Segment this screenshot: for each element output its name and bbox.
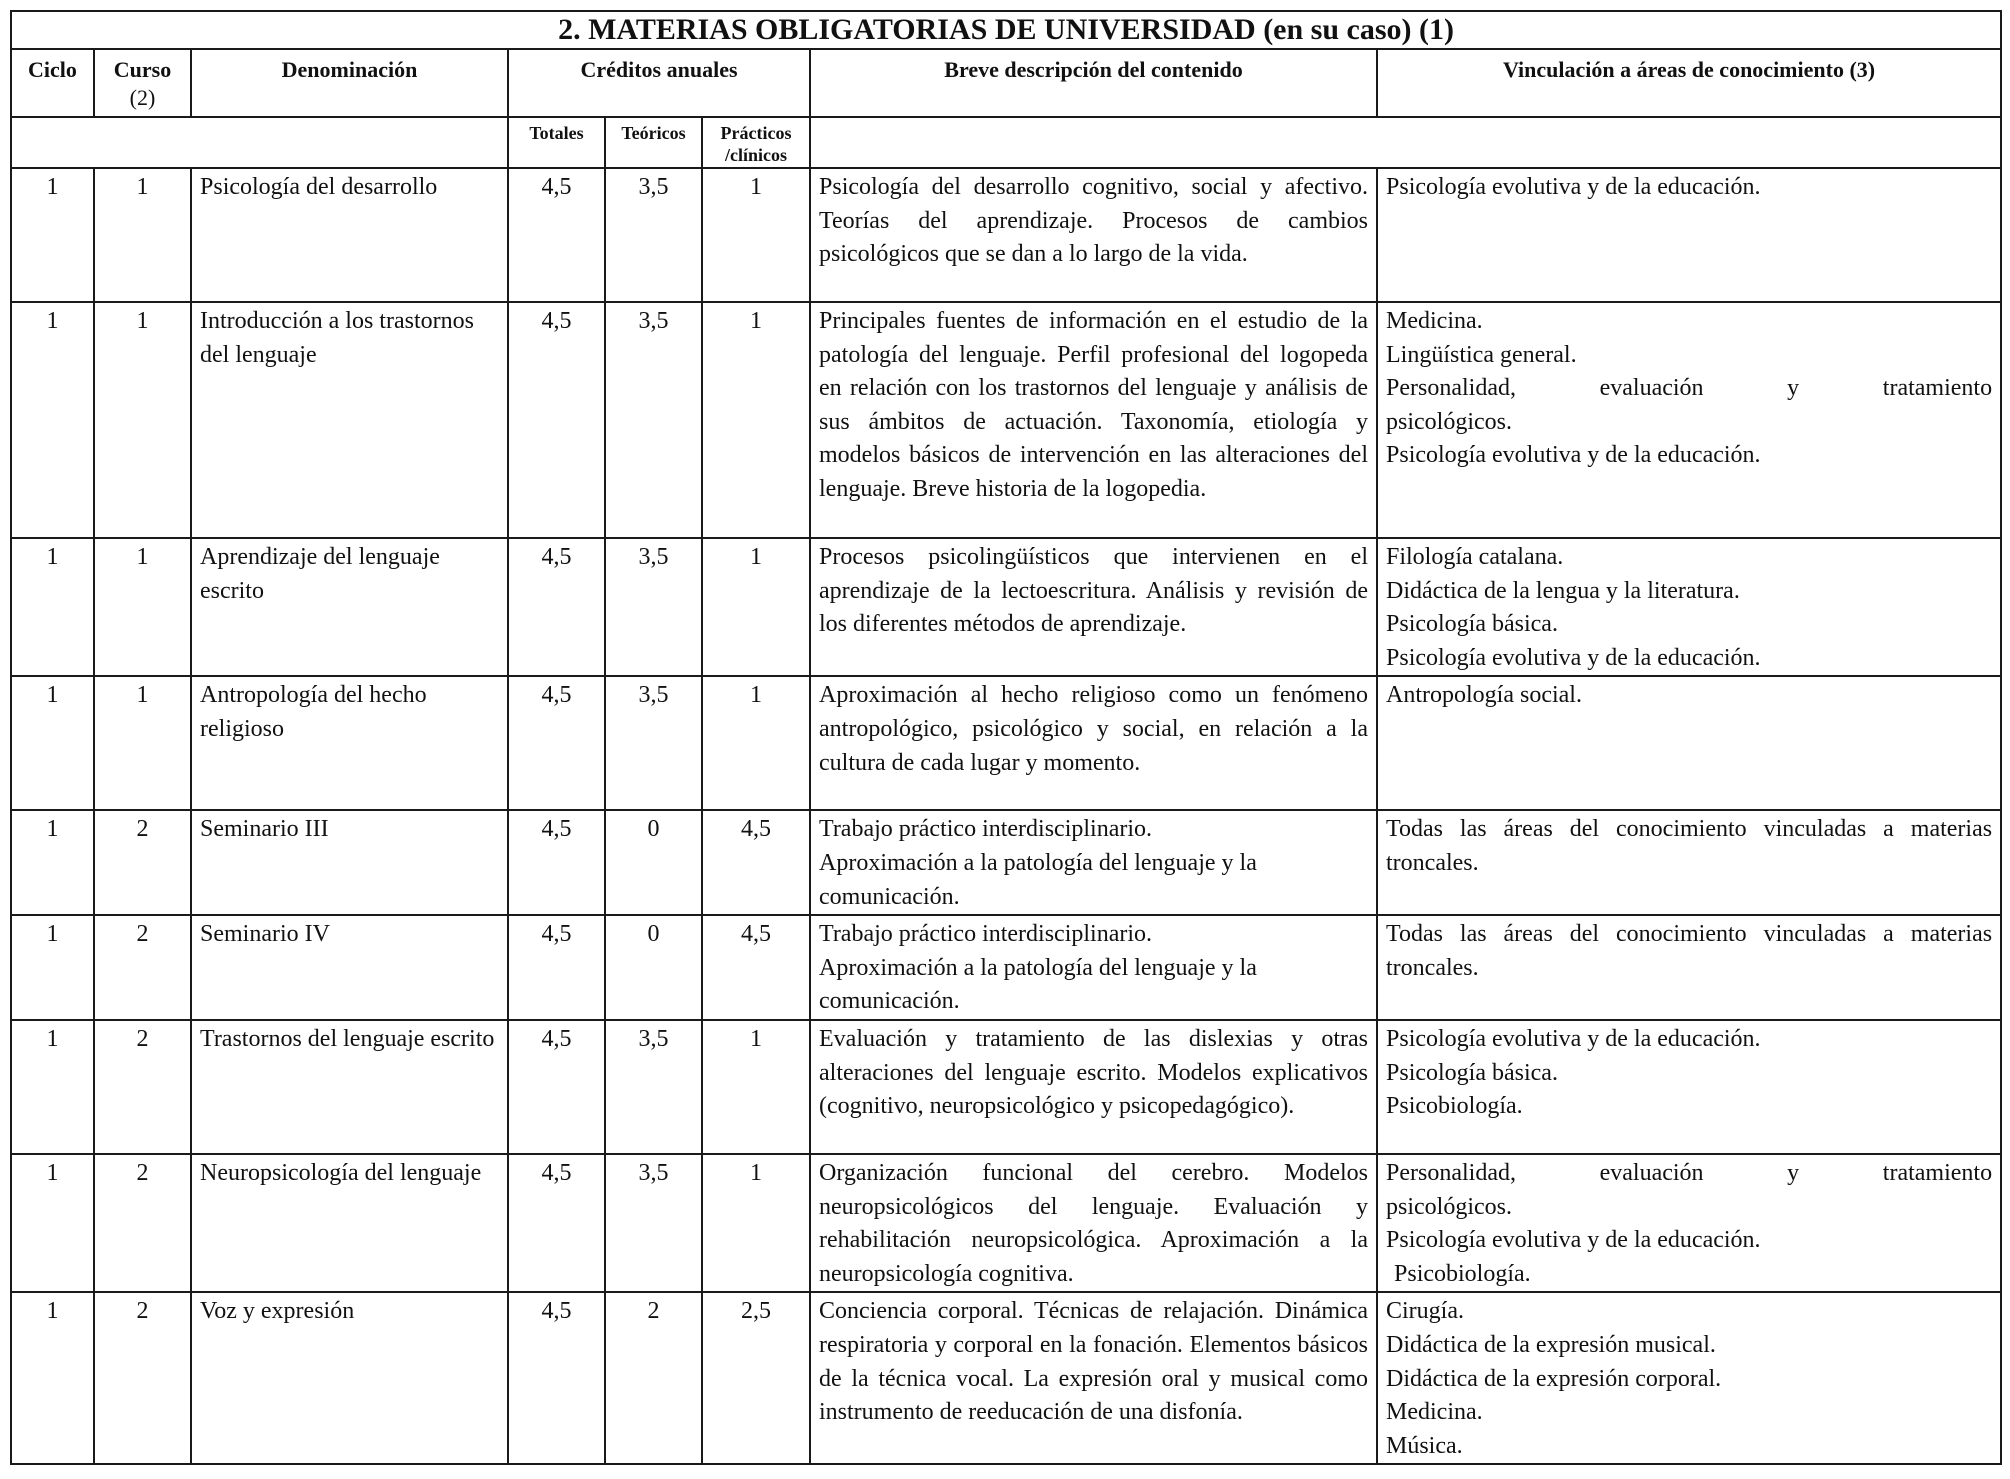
area-line: Psicología evolutiva y de la educación. — [1386, 1227, 1761, 1254]
cell-descripcion — [810, 810, 1377, 915]
cell-totales: 4,5 — [508, 1020, 605, 1154]
cell-curso: 2 — [94, 915, 191, 1020]
cell-curso: 2 — [94, 810, 191, 915]
area-line: Antropología social. — [1386, 682, 1582, 709]
cell-practicos: 1 — [702, 302, 810, 538]
area-line: Medicina. — [1386, 308, 1483, 334]
area-line: Personalidad, evaluación y tratamiento — [1386, 1159, 1993, 1186]
cell-areas — [1377, 1292, 2001, 1464]
cell-denominacion: Aprendizaje del lenguaje escrito — [191, 538, 508, 676]
area-line: Psicobiología. — [1386, 1093, 1523, 1120]
document-page — [10, 10, 2000, 1465]
cell-practicos: 1 — [702, 1154, 810, 1292]
cell-ciclo: 1 — [11, 1292, 94, 1464]
subheader-blank — [11, 117, 508, 168]
area-line: Lingüística general. — [1386, 341, 1577, 368]
cell-descripcion: Evaluación y tratamiento de las dislexias y otras alteraciones del lenguaje escrito. Modelos explicativos (cognitivo, neuropsicológico y psicopedagógico). — [810, 1020, 1377, 1154]
cell-totales: 4,5 — [508, 810, 605, 915]
cell-teoricos: 3,5 — [605, 302, 702, 538]
table-row — [11, 676, 2001, 810]
subheader-practicos — [702, 117, 810, 168]
area-line: Psicología básica. — [1386, 611, 1558, 638]
description-line: Aproximación a la patología del lenguaje y la comunicación. — [819, 954, 1257, 1015]
cell-totales: 4,5 — [508, 915, 605, 1020]
cell-denominacion: Seminario IV — [191, 915, 508, 1020]
cell-curso: 1 — [94, 168, 191, 302]
cell-practicos: 2,5 — [702, 1292, 810, 1464]
subheader-blank-right — [810, 117, 2001, 168]
cell-descripcion — [810, 915, 1377, 1020]
cell-curso: 1 — [94, 538, 191, 676]
area-line: Psicología evolutiva y de la educación. — [1386, 644, 1761, 671]
subheader-practicos-line2: /clínicos — [725, 145, 787, 165]
table-row — [11, 810, 2001, 915]
header-curso — [94, 49, 191, 117]
table-row — [11, 168, 2001, 302]
cell-denominacion: Voz y expresión — [191, 1292, 508, 1464]
header-denominacion: Denominación — [191, 49, 508, 117]
description-line: Aproximación a la patología del lenguaje y la comunicación. — [819, 849, 1257, 910]
cell-denominacion: Trastornos del lenguaje escrito — [191, 1020, 508, 1154]
area-line: Psicología evolutiva y de la educación. — [1386, 174, 1761, 200]
area-line: Psicología básica. — [1386, 1059, 1558, 1086]
cell-denominacion: Introducción a los trastornos del lenguaje — [191, 302, 508, 538]
cell-totales: 4,5 — [508, 1154, 605, 1292]
subheader-row — [11, 117, 2001, 168]
cell-teoricos: 3,5 — [605, 168, 702, 302]
description-line: Trabajo práctico interdisciplinario. — [819, 816, 1153, 843]
cell-curso: 2 — [94, 1020, 191, 1154]
cell-practicos: 1 — [702, 538, 810, 676]
cell-descripcion: Principales fuentes de información en el estudio de la patología del lenguaje. Perfil profesional del logopeda en relación con los trastornos del lenguaje y análisis de sus ámbitos de actuación. Taxonomía, etiología y modelos básicos de intervención en las alteraciones del lenguaje. Breve historia de la logopedia. — [810, 302, 1377, 538]
cell-areas — [1377, 302, 2001, 538]
cell-totales: 4,5 — [508, 302, 605, 538]
cell-curso: 1 — [94, 302, 191, 538]
area-line: Psicología evolutiva y de la educación. — [1386, 442, 1761, 469]
area-line: Filología catalana. — [1386, 544, 1564, 570]
cell-areas — [1377, 676, 2001, 810]
table-row — [11, 538, 2001, 676]
cell-areas: Todas las áreas del conocimiento vinculadas a materias troncales. — [1377, 810, 2001, 915]
cell-totales: 4,5 — [508, 538, 605, 676]
cell-denominacion: Antropología del hecho religioso — [191, 676, 508, 810]
cell-totales: 4,5 — [508, 1292, 605, 1464]
area-line: Didáctica de la expresión corporal. — [1386, 1365, 1722, 1392]
area-line: Música. — [1386, 1432, 1463, 1459]
subheader-practicos-line1: Prácticos — [720, 123, 792, 143]
cell-practicos: 1 — [702, 168, 810, 302]
cell-teoricos: 3,5 — [605, 1020, 702, 1154]
cell-curso: 2 — [94, 1154, 191, 1292]
header-row — [11, 49, 2001, 117]
table-row — [11, 1292, 2001, 1464]
cell-curso: 2 — [94, 1292, 191, 1464]
materias-table — [10, 10, 2002, 1465]
table-title: 2. MATERIAS OBLIGATORIAS DE UNIVERSIDAD (en su caso) (1) — [11, 11, 2001, 49]
header-curso-note: (2) — [129, 85, 156, 110]
cell-ciclo: 1 — [11, 302, 94, 538]
cell-curso: 1 — [94, 676, 191, 810]
cell-descripcion: Organización funcional del cerebro. Modelos neuropsicológicos del lenguaje. Evaluación y rehabilitación neuropsicológica. Aproximación a la neuropsicología cognitiva. — [810, 1154, 1377, 1292]
header-descripcion: Breve descripción del contenido — [810, 49, 1377, 117]
subheader-teoricos: Teóricos — [605, 117, 702, 168]
cell-descripcion: Procesos psicolingüísticos que intervienen en el aprendizaje de la lectoescritura. Análisis y revisión de los diferentes métodos de aprendizaje. — [810, 538, 1377, 676]
subheader-totales: Totales — [508, 117, 605, 168]
cell-ciclo: 1 — [11, 1154, 94, 1292]
header-creditos: Créditos anuales — [508, 49, 810, 117]
cell-practicos: 1 — [702, 676, 810, 810]
cell-practicos: 1 — [702, 1020, 810, 1154]
cell-ciclo: 1 — [11, 676, 94, 810]
cell-areas — [1377, 168, 2001, 302]
area-line: Psicobiología. — [1394, 1260, 1531, 1287]
cell-ciclo: 1 — [11, 538, 94, 676]
cell-teoricos: 3,5 — [605, 1154, 702, 1292]
cell-areas: Todas las áreas del conocimiento vinculadas a materias troncales. — [1377, 915, 2001, 1020]
description-line: Trabajo práctico interdisciplinario. — [819, 921, 1153, 948]
cell-denominacion: Psicología del desarrollo — [191, 168, 508, 302]
header-vinculacion: Vinculación a áreas de conocimiento (3) — [1377, 49, 2001, 117]
cell-descripcion: Psicología del desarrollo cognitivo, social y afectivo. Teorías del aprendizaje. Procesos de cambios psicológicos que se dan a lo largo de la vida. — [810, 168, 1377, 302]
area-line: Psicología evolutiva y de la educación. — [1386, 1025, 1761, 1052]
cell-descripcion: Aproximación al hecho religioso como un fenómeno antropológico, psicológico y social, en relación a la cultura de cada lugar y momento. — [810, 676, 1377, 810]
title-row — [11, 11, 2001, 49]
table-row — [11, 1020, 2001, 1154]
area-line: Cirugía. — [1386, 1298, 1464, 1325]
cell-descripcion: Conciencia corporal. Técnicas de relajación. Dinámica respiratoria y corporal en la fonación. Elementos básicos de la técnica vocal. La expresión oral y musical como instrumento de reeducación de una disfonía. — [810, 1292, 1377, 1464]
table-row — [11, 915, 2001, 1020]
cell-denominacion: Neuropsicología del lenguaje — [191, 1154, 508, 1292]
cell-teoricos: 3,5 — [605, 538, 702, 676]
cell-ciclo: 1 — [11, 1020, 94, 1154]
area-line: psicológicos. — [1386, 1193, 1512, 1220]
area-line: psicológicos. — [1386, 408, 1512, 435]
area-line: Personalidad, evaluación y tratamiento — [1386, 375, 1993, 402]
cell-teoricos: 0 — [605, 915, 702, 1020]
area-line: Didáctica de la expresión musical. — [1386, 1331, 1716, 1358]
cell-teoricos: 2 — [605, 1292, 702, 1464]
cell-areas — [1377, 1020, 2001, 1154]
cell-ciclo: 1 — [11, 168, 94, 302]
header-curso-label: Curso — [113, 57, 172, 82]
cell-areas — [1377, 1154, 2001, 1292]
table-row — [11, 302, 2001, 538]
cell-denominacion: Seminario III — [191, 810, 508, 915]
cell-teoricos: 0 — [605, 810, 702, 915]
cell-practicos: 4,5 — [702, 915, 810, 1020]
cell-ciclo: 1 — [11, 915, 94, 1020]
area-line: Didáctica de la lengua y la literatura. — [1386, 577, 1740, 604]
cell-totales: 4,5 — [508, 676, 605, 810]
cell-teoricos: 3,5 — [605, 676, 702, 810]
cell-ciclo: 1 — [11, 810, 94, 915]
table-row — [11, 1154, 2001, 1292]
cell-totales: 4,5 — [508, 168, 605, 302]
header-ciclo: Ciclo — [11, 49, 94, 117]
cell-practicos: 4,5 — [702, 810, 810, 915]
cell-areas — [1377, 538, 2001, 676]
area-line: Medicina. — [1386, 1399, 1483, 1426]
